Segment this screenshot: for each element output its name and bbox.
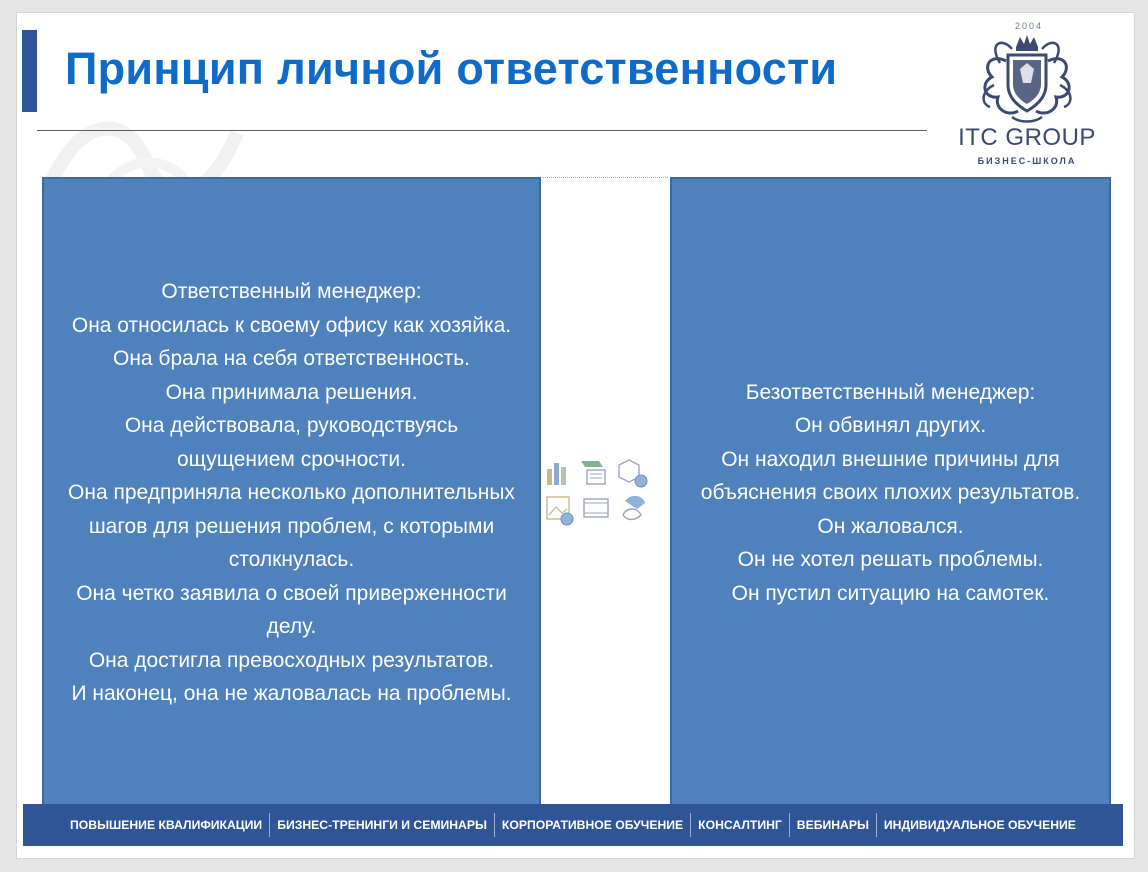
footer-item-trainings: БИЗНЕС-ТРЕНИНГИ И СЕМИНАРЫ	[277, 818, 487, 832]
footer-item-qualification: ПОВЫШЕНИЕ КВАЛИФИКАЦИИ	[70, 818, 263, 832]
panel-line: Она действовала, руководствуясь ощущением срочности.	[124, 414, 459, 471]
insert-icons-icon[interactable]	[623, 496, 645, 520]
company-logo	[942, 21, 1112, 171]
panel-heading: Безответственный менеджер:	[745, 380, 1036, 404]
logo-tagline: БИЗНЕС-ШКОЛА	[977, 156, 1077, 166]
panel-line: Он жаловался.	[817, 514, 964, 538]
content-placeholder-icons	[545, 457, 651, 529]
responsible-manager-panel[interactable]	[42, 177, 541, 809]
page-title: Принцип личной ответственности	[65, 43, 838, 94]
crest-emblem-icon	[972, 33, 1082, 125]
panel-line: Он пустил ситуацию на самотек.	[731, 581, 1050, 605]
footer-item-webinars: ВЕБИНАРЫ	[796, 818, 869, 832]
title-divider	[37, 130, 927, 131]
panel-line: Она четко заявила о своей приверженности делу.	[76, 581, 507, 639]
footer-item-individual: ИНДИВИДУАЛЬНОЕ ОБУЧЕНИЕ	[883, 818, 1076, 832]
logo-year: 2004	[1015, 21, 1044, 31]
panel-line: Она принимала решения.	[165, 380, 418, 404]
insert-smartart-icon[interactable]	[581, 461, 605, 484]
services-footer	[23, 804, 1123, 846]
panel-line: И наконец, она не жаловалась на проблемы.	[71, 682, 512, 706]
panel-line: Она брала на себя ответственность.	[112, 347, 471, 371]
panel-heading: Ответственный менеджер:	[161, 280, 422, 304]
insert-video-icon[interactable]	[584, 499, 608, 517]
insert-online-picture-icon[interactable]	[547, 497, 573, 525]
panel-line: Он обвинял других.	[794, 414, 987, 438]
logo-brand-name: ITC GROUP	[958, 124, 1096, 151]
insert-3d-model-icon[interactable]	[619, 460, 647, 487]
insert-chart-icon[interactable]	[547, 463, 566, 485]
footer-item-corporate: КОРПОРАТИВНОЕ ОБУЧЕНИЕ	[501, 818, 684, 832]
panel-line: Она предприняла несколько дополнительных шагов для решения проблем, с которыми столкнулась.	[68, 481, 515, 572]
panel-line: Она относилась к своему офису как хозяйка.	[71, 313, 512, 337]
irresponsible-manager-panel[interactable]	[670, 177, 1111, 809]
panel-line: Она достигла превосходных результатов.	[88, 648, 495, 672]
title-accent-bar	[22, 30, 37, 112]
panel-line: Он не хотел решать проблемы.	[737, 548, 1044, 572]
slide	[16, 12, 1135, 859]
footer-item-consulting: КОНСАЛТИНГ	[698, 818, 782, 832]
panel-line: Он находил внешние причины для объяснения своих плохих результатов.	[700, 447, 1081, 505]
